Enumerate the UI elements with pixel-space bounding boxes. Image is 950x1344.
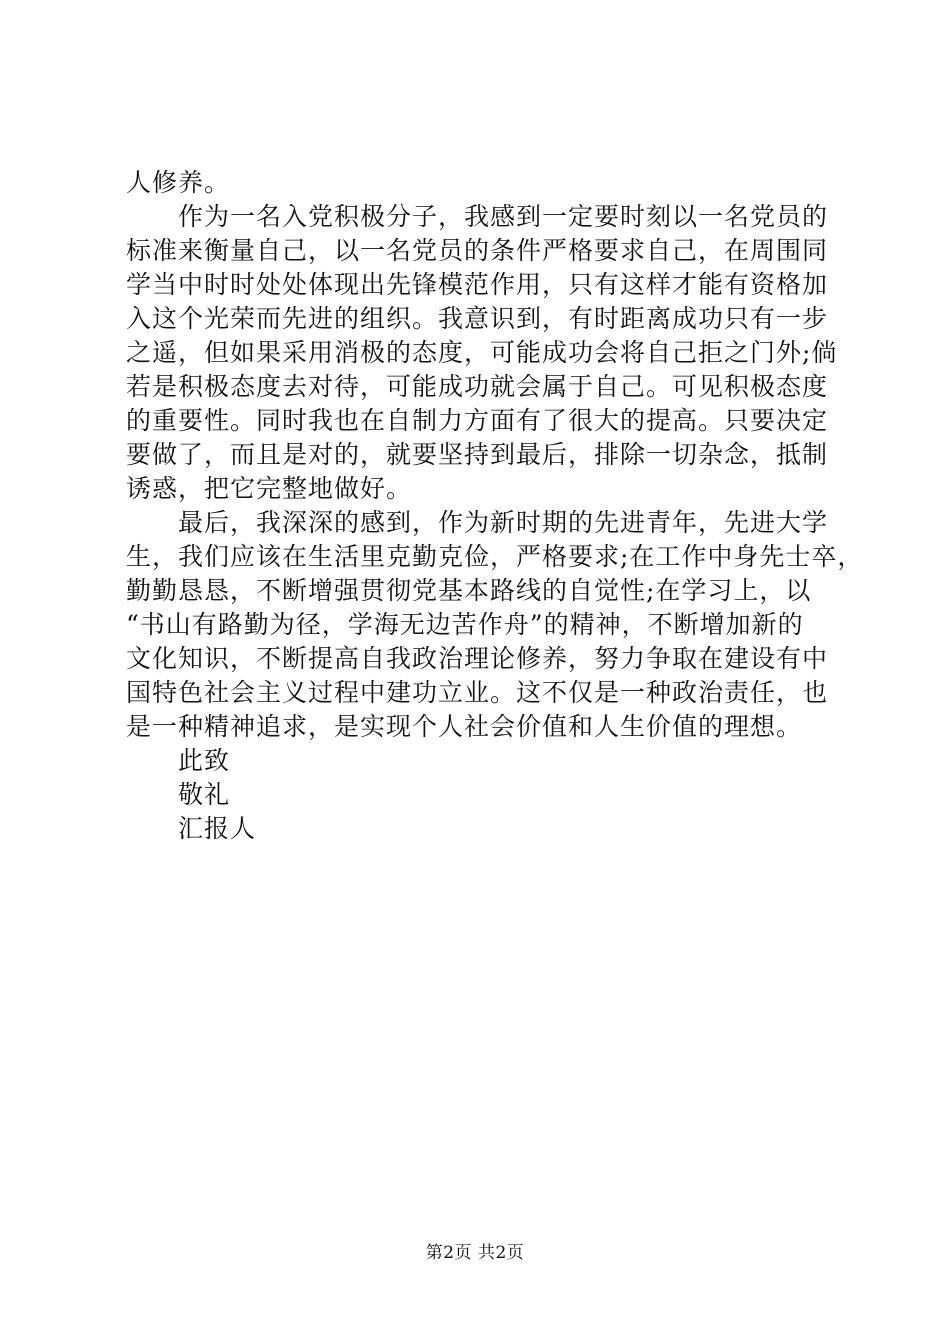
body-line: 之遥，但如果采用消极的态度，可能成功会将自己拒之门外;倘 <box>126 338 838 367</box>
body-line: 学当中时时处处体现出先锋模范作用，只有这样才能有资格加 <box>126 270 829 299</box>
body-line: 勤勤恳恳，不断增强贯彻党基本路线的自觉性;在学习上，以 <box>126 576 812 605</box>
body-line: 要做了，而且是对的，就要坚持到最后，排除一切杂念，抵制 <box>126 440 829 469</box>
body-line: 国特色社会主义过程中建功立业。这不仅是一种政治责任，也 <box>126 678 829 707</box>
document-body <box>126 166 864 846</box>
closing-line: 敬礼 <box>126 780 231 809</box>
body-line: 诱惑，把它完整地做好。 <box>126 474 413 503</box>
body-line: 标准来衡量自己，以一名党员的条件严格要求自己，在周围同 <box>126 236 829 265</box>
body-line: 人修养。 <box>126 168 231 197</box>
body-line: “书山有路勤为径，学海无边苦作舟”的精神，不断增加新的 <box>126 610 804 639</box>
body-line: 作为一名入党积极分子，我感到一定要时刻以一名党员的 <box>126 202 829 231</box>
closing-line: 此致 <box>126 746 231 775</box>
body-line: 的重要性。同时我也在自制力方面有了很大的提高。只要决定 <box>126 406 829 435</box>
body-line: 最后，我深深的感到，作为新时期的先进青年，先进大学 <box>126 508 829 537</box>
signature-line: 汇报人 <box>126 814 257 843</box>
body-line: 是一种精神追求，是实现个人社会价值和人生价值的理想。 <box>126 712 803 741</box>
body-line: 入这个光荣而先进的组织。我意识到，有时距离成功只有一步 <box>126 304 829 333</box>
body-line: 文化知识，不断提高自我政治理论修养，努力争取在建设有中 <box>126 644 829 673</box>
body-line: 生，我们应该在生活里克勤克俭，严格要求;在工作中身先士卒， <box>126 542 864 571</box>
page-number-footer: 第2页 共2页 <box>425 1243 525 1263</box>
body-line: 若是积极态度去对待，可能成功就会属于自己。可见积极态度 <box>126 372 829 401</box>
